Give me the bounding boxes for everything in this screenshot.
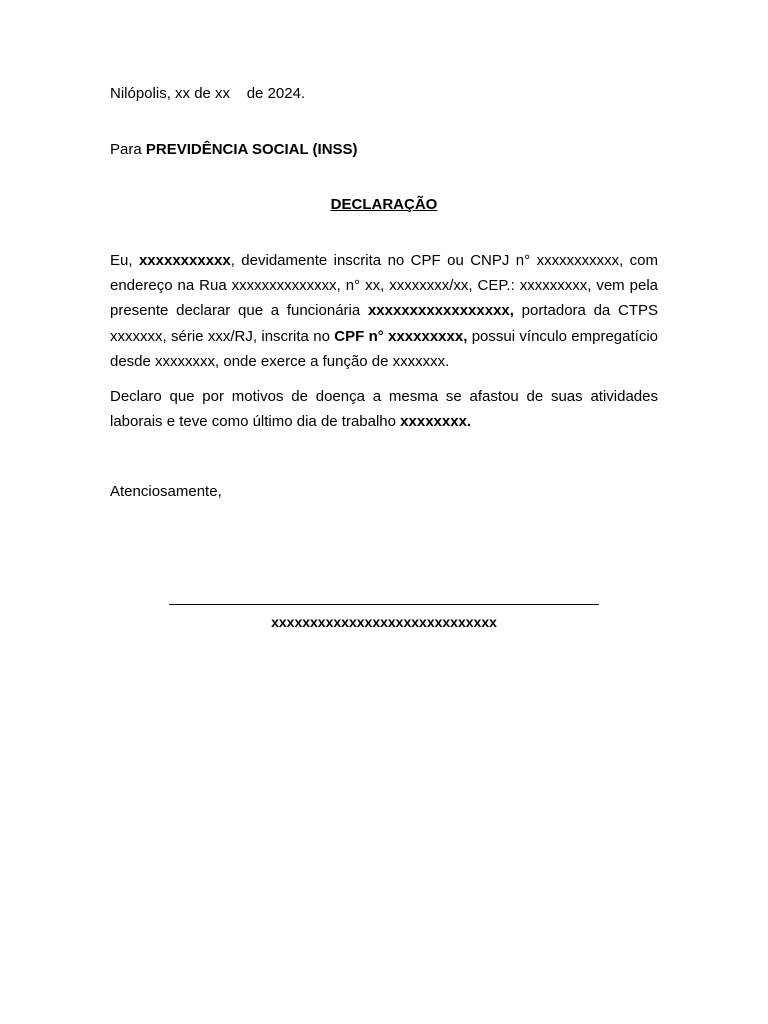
paragraph-text: Declaro que por motivos de doença a mesma se afastou de suas atividades laborais e teve como último dia de trabalho — [110, 387, 658, 430]
declaration-paragraph — [110, 248, 658, 374]
date-line: Nilópolis, xx de xx de 2024. — [110, 85, 306, 102]
recipient-name: PREVIDÊNCIA SOCIAL (INSS) — [145, 141, 358, 158]
recipient-prefix: Para — [110, 141, 146, 158]
document-title: DECLARAÇÃO — [330, 196, 438, 213]
signature-line — [169, 604, 599, 605]
declarant-name: xxxxxxxxxxx — [138, 252, 231, 269]
last-workday: xxxxxxxx. — [400, 412, 472, 430]
leave-paragraph — [110, 384, 658, 434]
employee-cpf: CPF n° xxxxxxxxx, — [334, 327, 468, 345]
signature-name: xxxxxxxxxxxxxxxxxxxxxxxxxxxxx — [271, 614, 497, 630]
paragraph-text: , devidamente inscrita no CPF ou CNPJ n° xxxxxxxxxxx, com endereço na Rua xxxxxxxxxxxxxx, n° xx, xxxxxxxx/xx, CEP.: xxxxxxxxx, vem pela presente declarar que a funcionária — [110, 252, 659, 320]
paragraph-text: Eu, — [110, 252, 139, 269]
employee-name: xxxxxxxxxxxxxxxxx, — [367, 302, 514, 320]
closing-line: Atenciosamente, — [110, 483, 222, 500]
recipient-line — [110, 141, 358, 159]
paragraph-text: portadora da CTPS xxxxxxx, série xxx/RJ, inscrita no — [110, 302, 659, 345]
paragraph-text: possui vínculo empregatício desde xxxxxxxx, onde exerce a função de xxxxxxx. — [110, 327, 659, 370]
